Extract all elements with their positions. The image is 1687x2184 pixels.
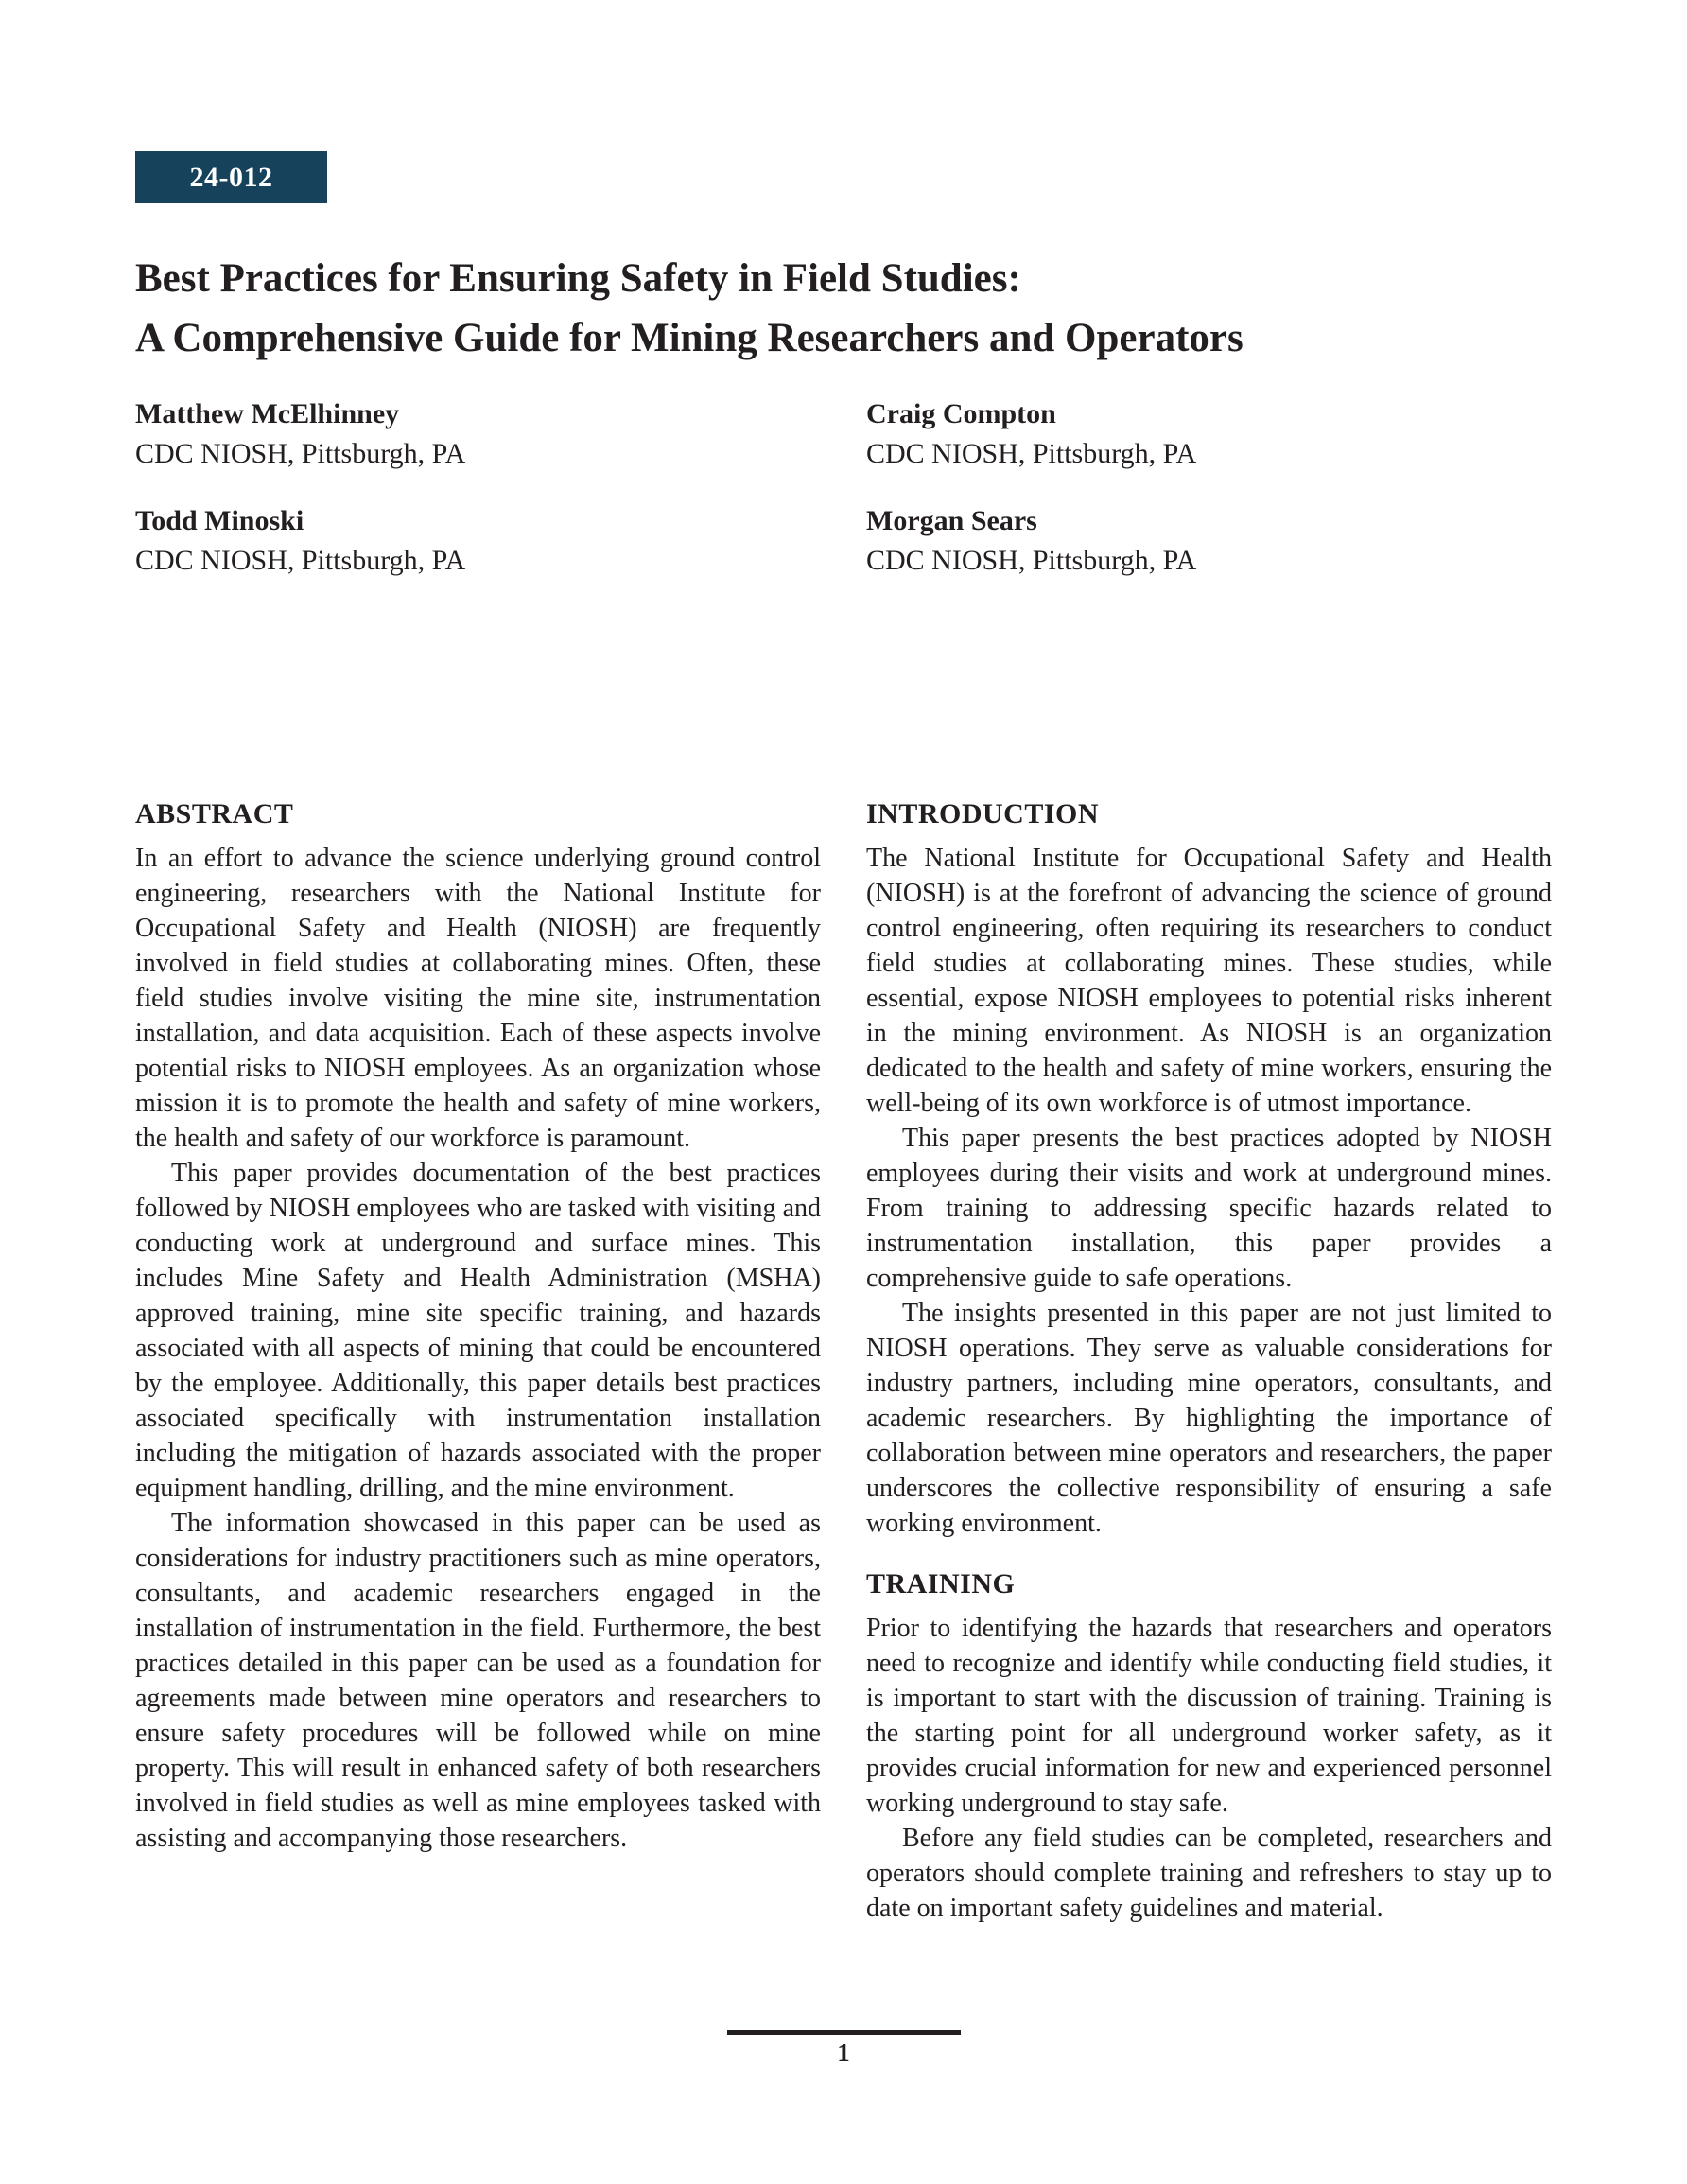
abstract-paragraph-3: The information showcased in this paper can be used as considerations for industry practitioners such as mine operators, consultants, and academic researchers engaged in the installation of instrumentation in the field. Furthermore, the best practices detailed in this paper can be used as a foundation for agreements made between mine operators and researchers to ensure safety procedures will be followed while on mine property. This will result in enhanced safety of both researchers involved in field studies as well as mine employees tasked with assisting and accompanying those researchers. [135, 1509, 821, 1853]
author-name: Todd Minoski [135, 505, 304, 536]
introduction-paragraph-1: The National Institute for Occupational Safety and Health (NIOSH) is at the forefront of advancing the science of ground control engineering, often requiring its researchers to conduct field studies at collaborating mines. These studies, while essential, expose NIOSH employees to potential risks inherent in the mining environment. As NIOSH is an organization dedicated to the health and safety of mine workers, ensuring the well-being of its own workforce is of utmost importance. [866, 844, 1552, 1118]
paper-title-line2: A Comprehensive Guide for Mining Researchers and Operators [135, 316, 1244, 360]
training-paragraph-1: Prior to identifying the hazards that researchers and operators need to recognize and identify while conducting field studies, it is important to start with the discussion of training. Training is the starting point for all underground worker safety, as it provides crucial information for new and experienced personnel working underground to stay safe. [866, 1614, 1552, 1818]
abstract-paragraph-1: In an effort to advance the science underlying ground control engineering, researchers with the National Institute for Occupational Safety and Health (NIOSH) are frequently involved in field studies at collaborating mines. Often, these field studies involve visiting the mine site, instrumentation installation, and data acquisition. Each of these aspects involve potential risks to NIOSH employees. As an organization whose mission it is to promote the health and safety of mine workers, the health and safety of our workforce is paramount. [135, 844, 821, 1153]
author-todd-minoski [135, 503, 821, 580]
training-heading: TRAINING [866, 1568, 1016, 1599]
training-paragraph-2: Before any field studies can be completed, researchers and operators should complete training and refreshers to stay up to date on important safety guidelines and material. [866, 1824, 1552, 1923]
author-morgan-sears [866, 503, 1552, 580]
body-columns [135, 797, 1552, 1926]
left-column [135, 797, 821, 1926]
author-affiliation: CDC NIOSH, Pittsburgh, PA [135, 438, 466, 469]
right-column [866, 797, 1552, 1926]
abstract-paragraph-2: This paper provides documentation of the best practices followed by NIOSH employees who are tasked with visiting and conducting work at underground and surface mines. This includes Mine Safety and Health Administration (MSHA) approved training, mine site specific training, and hazards associated with all aspects of mining that could be encountered by the employee. Additionally, this paper details best practices associated specifically with instrumentation installation including the mitigation of hazards associated with the proper equipment handling, drilling, and the mine environment. [135, 1159, 821, 1503]
footer-rule [727, 2030, 961, 2035]
paper-number-badge: 24-012 [135, 151, 327, 203]
author-name: Matthew McElhinney [135, 398, 400, 429]
author-craig-compton [866, 396, 1552, 473]
paper-title-line1: Best Practices for Ensuring Safety in Field Studies: [135, 256, 1021, 301]
introduction-paragraph-3: The insights presented in this paper are not just limited to NIOSH operations. They serve as valuable considerations for industry partners, including mine operators, consultants, and academic researchers. By highlighting the importance of collaboration between mine operators and researchers, the paper underscores the collective responsibility of ensuring a safe working environment. [866, 1299, 1552, 1538]
introduction-heading: INTRODUCTION [866, 798, 1100, 830]
author-name: Morgan Sears [866, 505, 1037, 536]
author-name: Craig Compton [866, 398, 1056, 429]
author-affiliation: CDC NIOSH, Pittsburgh, PA [866, 438, 1197, 469]
introduction-paragraph-2: This paper presents the best practices adopted by NIOSH employees during their visits and work at underground mines. From training to addressing specific hazards related to instrumentation installation, this paper provides a comprehensive guide to safe operations. [866, 1124, 1552, 1293]
abstract-heading: ABSTRACT [135, 798, 294, 830]
author-affiliation: CDC NIOSH, Pittsburgh, PA [135, 545, 466, 576]
page-footer [0, 2030, 1687, 2067]
page-number: 1 [837, 2038, 850, 2067]
paper-title [135, 249, 1552, 368]
author-matthew-mcelhinney [135, 396, 821, 473]
author-affiliation: CDC NIOSH, Pittsburgh, PA [866, 545, 1197, 576]
authors-block [135, 396, 1552, 580]
